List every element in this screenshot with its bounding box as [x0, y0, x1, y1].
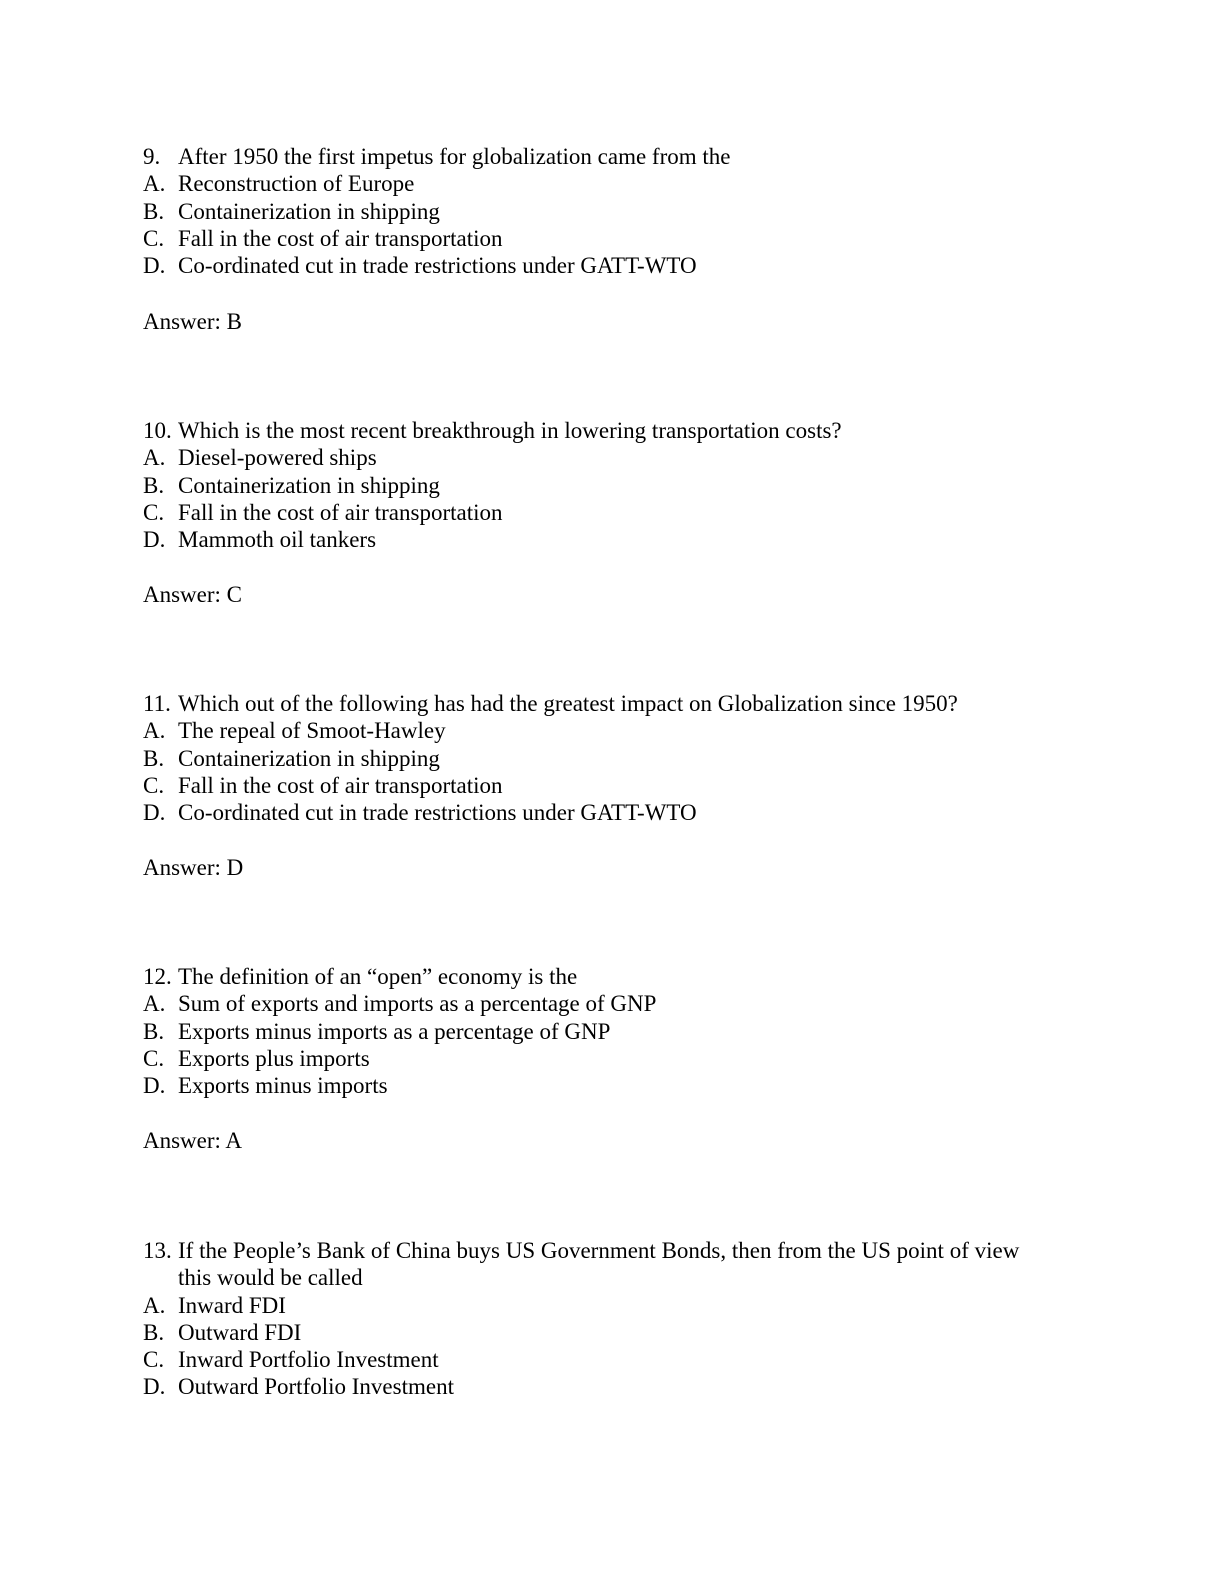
option-a: [143, 990, 1083, 1017]
question-12: [143, 963, 1083, 1099]
option-c: [143, 772, 1083, 799]
option-d: [143, 799, 1083, 826]
option-text: Containerization in shipping: [178, 472, 440, 498]
option-b: [143, 745, 1083, 772]
option-d: [143, 1373, 1083, 1400]
option-c: [143, 499, 1083, 526]
answer-9: Answer: B: [143, 309, 243, 334]
question-number: 13.: [143, 1238, 172, 1263]
option-letter: B.: [143, 1319, 165, 1345]
option-letter: C.: [143, 225, 165, 251]
option-a: [143, 1292, 1083, 1319]
option-d: [143, 1072, 1083, 1099]
question-stem: [143, 963, 1083, 990]
option-text: Fall in the cost of air transportation: [178, 499, 503, 525]
question-text: After 1950 the first impetus for globalization came from the: [178, 144, 731, 169]
option-letter: C.: [143, 772, 165, 798]
option-text: Diesel-powered ships: [178, 445, 377, 471]
option-text: Co-ordinated cut in trade restrictions under GATT-WTO: [178, 800, 697, 826]
option-text: Inward Portfolio Investment: [178, 1347, 439, 1373]
option-a: [143, 717, 1083, 744]
option-a: [143, 444, 1083, 471]
question-stem: [143, 690, 1083, 717]
option-letter: A.: [143, 718, 166, 744]
question-stem: [143, 417, 1083, 444]
answer-10: Answer: C: [143, 582, 243, 607]
answer-11: Answer: D: [143, 855, 244, 880]
question-9: [143, 143, 1083, 279]
option-b: [143, 1018, 1083, 1045]
option-letter: B.: [143, 1018, 165, 1044]
option-a: [143, 170, 1083, 197]
option-text: Mammoth oil tankers: [178, 527, 377, 553]
option-letter: D.: [143, 527, 166, 553]
option-letter: C.: [143, 1045, 165, 1071]
question-stem: [143, 143, 1083, 170]
question-text: Which out of the following has had the greatest impact on Globalization since 1950?: [178, 691, 958, 716]
question-text: The definition of an “open” economy is the: [178, 964, 578, 989]
option-text: Containerization in shipping: [178, 745, 440, 771]
option-text: Containerization in shipping: [178, 198, 440, 224]
question-stem-continued: [143, 1264, 1083, 1291]
option-letter: D.: [143, 1073, 166, 1099]
question-text-continued: this would be called: [178, 1265, 363, 1291]
option-letter: B.: [143, 198, 165, 224]
option-text: Fall in the cost of air transportation: [178, 772, 503, 798]
option-text: The repeal of Smoot-Hawley: [178, 718, 446, 744]
option-b: [143, 198, 1083, 225]
option-text: Co-ordinated cut in trade restrictions under GATT-WTO: [178, 253, 697, 279]
option-text: Sum of exports and imports as a percentage of GNP: [178, 991, 657, 1017]
question-number: 12.: [143, 964, 172, 989]
option-letter: D.: [143, 1374, 166, 1400]
option-letter: C.: [143, 1347, 165, 1373]
answer-12: Answer: A: [143, 1128, 243, 1153]
option-d: [143, 526, 1083, 553]
option-letter: C.: [143, 499, 165, 525]
option-text: Exports minus imports as a percentage of GNP: [178, 1018, 611, 1044]
option-d: [143, 252, 1083, 279]
option-letter: D.: [143, 253, 166, 279]
question-11: [143, 690, 1083, 826]
option-text: Reconstruction of Europe: [178, 171, 415, 197]
question-number: 11.: [143, 691, 171, 716]
option-letter: B.: [143, 745, 165, 771]
option-letter: B.: [143, 472, 165, 498]
option-letter: D.: [143, 800, 166, 826]
option-letter: A.: [143, 171, 166, 197]
question-13: [143, 1237, 1083, 1401]
option-text: Outward FDI: [178, 1319, 302, 1345]
option-b: [143, 472, 1083, 499]
question-text: If the People’s Bank of China buys US Government Bonds, then from the US point of view: [178, 1238, 1020, 1263]
option-letter: A.: [143, 445, 166, 471]
option-c: [143, 225, 1083, 252]
question-text: Which is the most recent breakthrough in lowering transportation costs?: [178, 418, 842, 443]
option-c: [143, 1045, 1083, 1072]
option-letter: A.: [143, 991, 166, 1017]
option-text: Exports plus imports: [178, 1045, 370, 1071]
question-number: 9.: [143, 144, 161, 169]
question-10: [143, 417, 1083, 553]
option-letter: A.: [143, 1292, 166, 1318]
question-number: 10.: [143, 418, 172, 443]
question-stem: [143, 1237, 1083, 1264]
option-text: Exports minus imports: [178, 1073, 388, 1099]
option-text: Fall in the cost of air transportation: [178, 225, 503, 251]
option-c: [143, 1346, 1083, 1373]
option-text: Inward FDI: [178, 1292, 286, 1318]
option-text: Outward Portfolio Investment: [178, 1374, 454, 1400]
option-b: [143, 1319, 1083, 1346]
